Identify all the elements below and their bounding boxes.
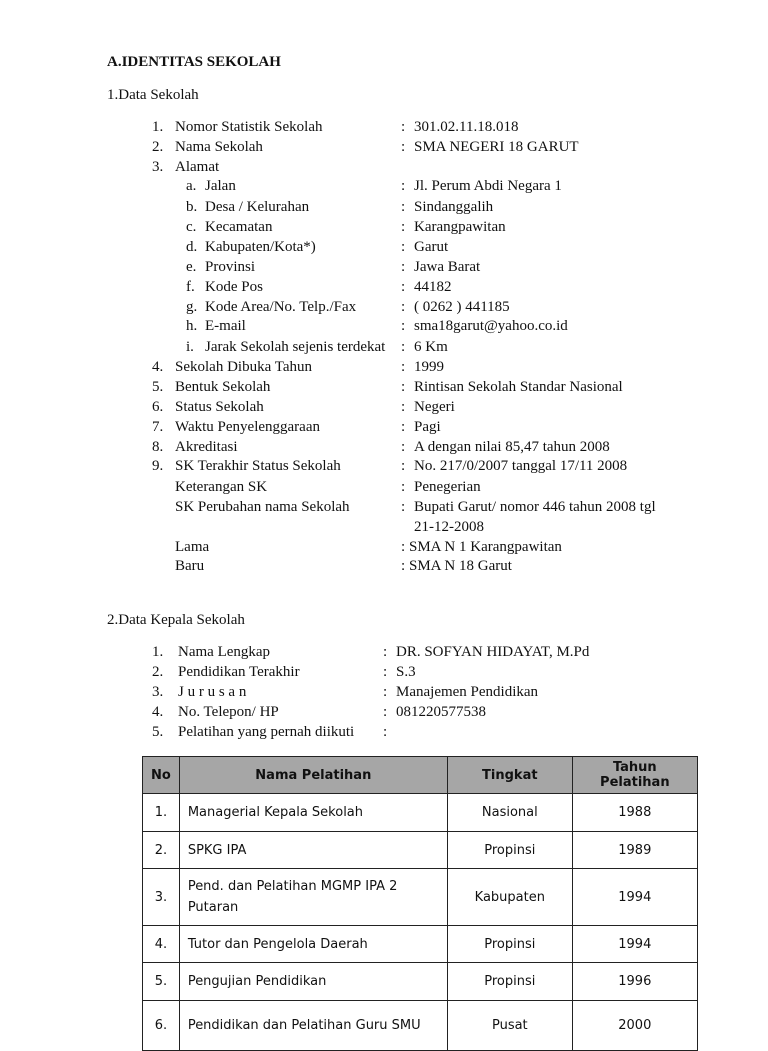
item-colon: : [383,684,388,700]
item-colon: : [383,664,388,680]
cell-tahun: 1989 [572,832,697,869]
item-value: Jl. Perum Abdi Negara 1 [414,178,562,194]
item-number: 7. [152,419,164,435]
item-colon: : [401,439,406,455]
cell-tahun: 1996 [572,963,697,1001]
item-label: Lama [175,539,210,555]
item-value: 6 Km [414,339,448,355]
item-colon: : [401,499,406,515]
item-number: 4. [152,359,164,375]
item-value: 1999 [414,359,444,375]
item-label: Kabupaten/Kota*) [205,239,316,255]
cell-no: 1. [143,794,180,832]
item-label: Baru [175,558,205,574]
item-label: Pendidikan Terakhir [178,664,300,680]
item-colon: : [401,419,406,435]
table-row [143,794,698,832]
item-number: 2. [152,139,164,155]
item-number: 1. [152,644,164,660]
item-colon: : [401,119,406,135]
item-value: No. 217/0/2007 tanggal 17/11 2008 [414,458,628,474]
item-value: 21-12-2008 [414,519,484,535]
cell-tahun: 1994 [572,869,697,926]
item-colon: : [401,239,406,255]
item-number: 5. [152,724,164,740]
item-number: a. [186,178,197,194]
item-number: b. [186,199,198,215]
cell-no: 6. [143,1001,180,1051]
cell-tingkat: Propinsi [447,832,572,869]
item-label: Kode Pos [205,279,263,295]
item-value: Negeri [414,399,455,415]
item-label: Akreditasi [175,439,238,455]
table-row [143,926,698,963]
cell-nama: Pend. dan Pelatihan MGMP IPA 2 Putaran [179,869,447,926]
header-tingkat: Tingkat [447,757,572,794]
item-number: f. [186,279,195,295]
section-title: A.IDENTITAS SEKOLAH [107,54,281,70]
item-value: Penegerian [414,479,481,495]
item-value: 081220577538 [396,704,486,720]
cell-no: 4. [143,926,180,963]
pelatihan-table [142,756,698,1051]
cell-nama: Pengujian Pendidikan [179,963,447,1001]
item-label: Waktu Penyelenggaraan [175,419,320,435]
cell-nama: SPKG IPA [179,832,447,869]
table-header-row [143,757,698,794]
cell-nama: Managerial Kepala Sekolah [179,794,447,832]
item-value: S.3 [396,664,416,680]
cell-tahun: 1988 [572,794,697,832]
item-number: d. [186,239,198,255]
item-value: A dengan nilai 85,47 tahun 2008 [414,439,610,455]
header-tahun-pelatihan: Tahun Pelatihan [572,757,697,794]
item-label: No. Telepon/ HP [178,704,279,720]
cell-no: 2. [143,832,180,869]
header-no: No [143,757,180,794]
item-number: i. [186,339,194,355]
item-value: Jawa Barat [414,259,481,275]
cell-tahun: 1994 [572,926,697,963]
item-label: SK Terakhir Status Sekolah [175,458,341,474]
item-label: Keterangan SK [175,479,268,495]
cell-no: 5. [143,963,180,1001]
item-value: DR. SOFYAN HIDAYAT, M.Pd [396,644,590,660]
item-colon: : [401,279,406,295]
data-kepala-title: 2.Data Kepala Sekolah [107,612,245,628]
item-label: Jalan [205,178,236,194]
item-label: SK Perubahan nama Sekolah [175,499,350,515]
item-number: 3. [152,684,164,700]
item-colon: : [401,219,406,235]
item-number: e. [186,259,197,275]
item-colon: : [401,178,406,194]
item-colon: : [401,458,406,474]
item-number: 8. [152,439,164,455]
item-colon: : [383,724,388,740]
table-row [143,963,698,1001]
item-value: SMA N 18 Garut [409,558,512,574]
cell-tingkat: Nasional [447,794,572,832]
item-number: g. [186,299,198,315]
item-value: Karangpawitan [414,219,506,235]
item-value: Rintisan Sekolah Standar Nasional [414,379,623,395]
item-value: 301.02.11.18.018 [414,119,519,135]
cell-tingkat: Pusat [447,1001,572,1051]
table-row [143,832,698,869]
item-label: Provinsi [205,259,256,275]
item-label: Sekolah Dibuka Tahun [175,359,312,375]
item-colon: : [401,379,406,395]
item-number: 5. [152,379,164,395]
item-colon: : [401,299,406,315]
item-value: SMA N 1 Karangpawitan [409,539,562,555]
item-value: Garut [414,239,449,255]
item-number: 2. [152,664,164,680]
item-number: 9. [152,458,164,474]
item-colon: : [401,318,406,334]
item-number: 6. [152,399,164,415]
item-number: 1. [152,119,164,135]
item-label: Pelatihan yang pernah diikuti [178,724,355,740]
item-number: 3. [152,159,164,175]
cell-nama: Tutor dan Pengelola Daerah [179,926,447,963]
item-colon: : [401,259,406,275]
item-label: Bentuk Sekolah [175,379,271,395]
item-value: Manajemen Pendidikan [396,684,539,700]
item-colon: : [401,139,406,155]
item-label: Desa / Kelurahan [205,199,310,215]
cell-nama: Pendidikan dan Pelatihan Guru SMU [179,1001,447,1051]
item-value: Bupati Garut/ nomor 446 tahun 2008 tgl [414,499,656,515]
table-row [143,869,698,926]
item-value: ( 0262 ) 441185 [414,299,510,315]
item-number: c. [186,219,197,235]
item-label: Nomor Statistik Sekolah [175,119,323,135]
item-label: J u r u s a n [178,684,247,700]
cell-tingkat: Kabupaten [447,869,572,926]
item-colon: : [401,399,406,415]
table-row [143,1001,698,1051]
cell-tingkat: Propinsi [447,963,572,1001]
item-colon: : [383,644,388,660]
item-colon: : [401,339,406,355]
item-label: E-mail [205,318,246,334]
item-value: 44182 [414,279,452,295]
item-number: 4. [152,704,164,720]
item-colon: : [401,199,406,215]
item-label: Jarak Sekolah sejenis terdekat [205,339,386,355]
item-colon: : [401,558,406,574]
item-colon: : [401,539,406,555]
item-colon: : [401,359,406,375]
header-nama-pelatihan: Nama Pelatihan [179,757,447,794]
item-value: Sindanggalih [414,199,494,215]
item-label: Kode Area/No. Telp./Fax [205,299,357,315]
item-colon: : [383,704,388,720]
item-number: h. [186,318,198,334]
item-label: Kecamatan [205,219,273,235]
cell-tahun: 2000 [572,1001,697,1051]
item-value: Pagi [414,419,441,435]
cell-tingkat: Propinsi [447,926,572,963]
item-label: Nama Sekolah [175,139,263,155]
data-sekolah-title: 1.Data Sekolah [107,87,199,103]
item-label: Nama Lengkap [178,644,271,660]
item-value: sma18garut@yahoo.co.id [414,318,568,334]
item-label: Alamat [175,159,220,175]
item-label: Status Sekolah [175,399,264,415]
item-colon: : [401,479,406,495]
cell-no: 3. [143,869,180,926]
item-value: SMA NEGERI 18 GARUT [414,139,579,155]
